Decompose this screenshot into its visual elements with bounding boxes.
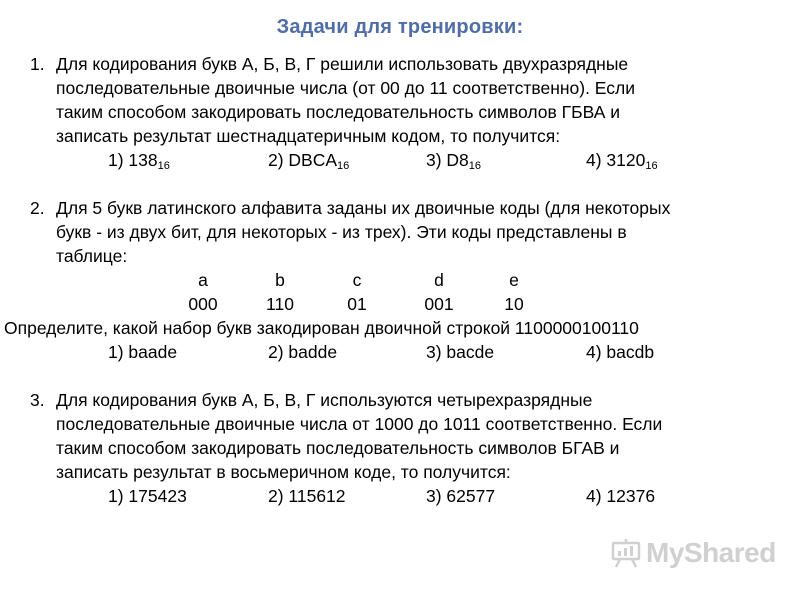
task-1 xyxy=(30,52,770,172)
answer-option-4: 4) bacdb xyxy=(586,342,655,362)
task-number: 3. xyxy=(30,390,45,410)
task-2 xyxy=(4,196,770,364)
task-3 xyxy=(30,388,770,508)
task-number: 1. xyxy=(30,54,45,74)
answer-options xyxy=(30,484,770,508)
logo-text: MyShared xyxy=(646,537,776,568)
myshared-logo xyxy=(610,533,776,573)
code-table-codes xyxy=(30,292,770,316)
code-letter: d xyxy=(434,270,444,290)
code-value: 000 xyxy=(188,294,218,314)
answer-option-4: 4) 12376 xyxy=(586,486,656,506)
task-text-line: таблице: xyxy=(56,246,128,266)
code-letter: e xyxy=(509,270,519,290)
answer-option-3: 3) bacde xyxy=(426,342,495,362)
code-letter: b xyxy=(275,270,285,290)
code-letter: c xyxy=(352,270,362,290)
code-table-letters xyxy=(30,268,770,292)
answer-option-3: 3) $D8_{16}$ xyxy=(426,150,482,172)
task-text-line: Для кодирования букв А, Б, В, Г используются четырехразрядные xyxy=(56,390,593,410)
answer-option-4: 4) $3120_{16}$ xyxy=(586,150,658,172)
task-text-line: последовательные двоичные числа от 1000 до 1011 соответственно. Если xyxy=(56,414,663,434)
answer-option-2: 2) badde xyxy=(268,342,338,362)
answer-option-1: 1) $138_{16}$ xyxy=(108,150,170,172)
presentation-board-icon xyxy=(610,537,642,569)
code-value: 10 xyxy=(504,294,524,314)
task-text-line: записать результат шестнадцатеричным кодом, то получится: xyxy=(56,126,561,146)
task-text-line: букв - из двух бит, для некоторых - из трех). Эти коды представлены в xyxy=(56,222,627,242)
code-letter: a xyxy=(198,270,208,290)
code-value: 110 xyxy=(266,294,294,314)
task-question: Определите, какой набор букв закодирован двоичной строкой 1100000100110 xyxy=(4,318,639,338)
task-text-line: таким способом закодировать последовательность символов БГАВ и xyxy=(56,438,620,458)
task-text-line: Для кодирования букв А, Б, В, Г решили использовать двухразрядные xyxy=(56,54,629,74)
answer-option-2: 2) 115612 xyxy=(268,486,346,506)
answer-option-3: 3) 62577 xyxy=(426,486,496,506)
code-value: 001 xyxy=(424,294,454,314)
code-value: 01 xyxy=(347,294,367,314)
task-number: 2. xyxy=(30,198,45,218)
answer-options xyxy=(30,340,770,364)
task-text-line: Для 5 букв латинского алфавита заданы их двоичные коды (для некоторых xyxy=(56,198,671,218)
answer-option-1: 1) baade xyxy=(108,342,178,362)
answer-option-1: 1) 175423 xyxy=(108,486,187,506)
task-text-line: таким способом закодировать последовательность символов ГБВА и xyxy=(56,102,621,122)
task-text-line: последовательные двоичные числа (от 00 до 11 соответственно). Если xyxy=(56,78,636,98)
page-title: Задачи для тренировки: xyxy=(276,16,524,38)
answer-options xyxy=(30,148,770,172)
task-text-line: записать результат в восьмеричном коде, то получится: xyxy=(56,462,511,482)
answer-option-2: 2) $DBCA_{16}$ xyxy=(268,150,350,172)
